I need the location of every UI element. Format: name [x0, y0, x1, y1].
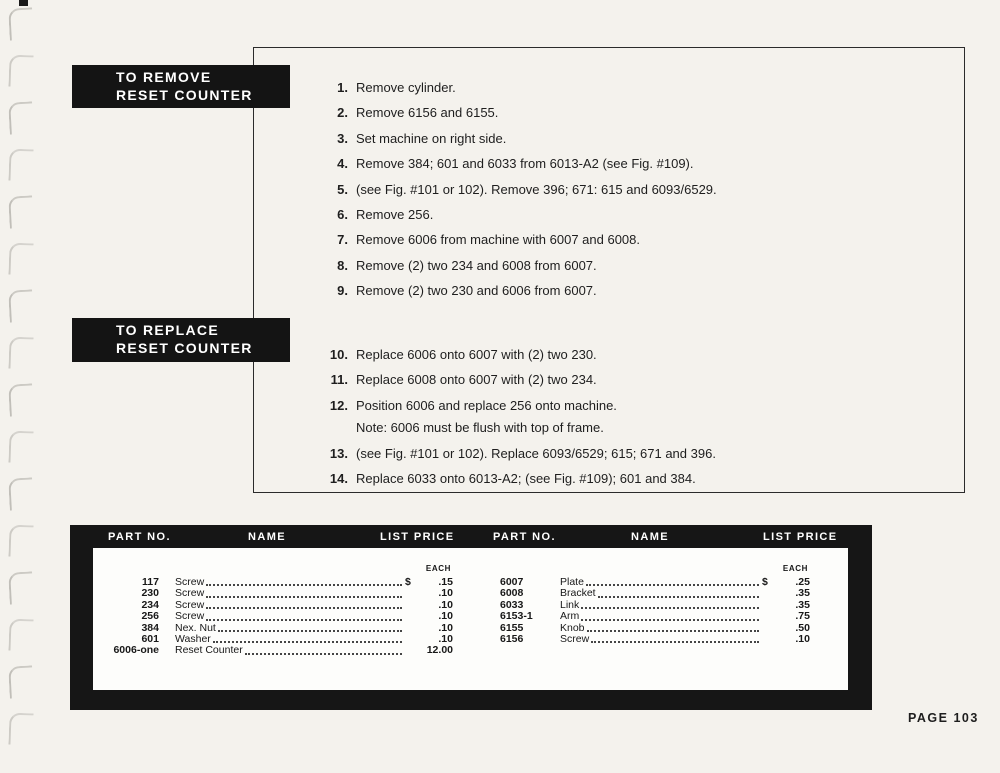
- binding-mark: [8, 55, 33, 88]
- binding-mark: [8, 383, 34, 416]
- column-header-part-no: PART NO.: [108, 531, 171, 543]
- dot-leader: [206, 581, 402, 586]
- step-number: 3.: [337, 130, 348, 146]
- step-text: Replace 6008 onto 6007 with (2) two 234.: [356, 372, 597, 388]
- part-name: Screw: [175, 576, 205, 588]
- step-text: Remove 256.: [356, 206, 434, 222]
- part-no: 234: [141, 598, 159, 611]
- each-label: EACH: [782, 564, 808, 573]
- part-name: Screw: [175, 610, 205, 623]
- part-no: 6153-1: [500, 610, 533, 623]
- dot-leader: [587, 627, 759, 632]
- page-number: PAGE 103: [908, 711, 979, 725]
- binding-mark: [8, 525, 33, 558]
- step-number: 14.: [329, 471, 348, 487]
- section-header-line: RESET COUNTER: [116, 339, 253, 356]
- part-no: 6007: [500, 576, 524, 588]
- step-number: 8.: [337, 257, 348, 273]
- parts-table-body: [93, 548, 848, 690]
- price: .25: [795, 576, 810, 588]
- table-row: [500, 611, 810, 622]
- dot-leader: [591, 638, 759, 643]
- dot-leader: [218, 627, 402, 632]
- step-item: [320, 446, 950, 462]
- binding-mark: [8, 243, 33, 276]
- step-item: [320, 232, 950, 248]
- currency: [405, 588, 419, 599]
- table-row: [105, 645, 453, 656]
- currency: [762, 600, 776, 611]
- scan-corner-mark: [19, 0, 28, 6]
- binding-mark: [8, 195, 34, 228]
- dot-leader: [206, 616, 402, 621]
- binding-mark: [8, 619, 33, 652]
- part-name: Plate: [560, 576, 584, 588]
- table-row: [500, 623, 810, 634]
- step-text: Remove (2) two 230 and 6006 from 6007.: [356, 283, 597, 299]
- part-name: Link: [560, 598, 580, 611]
- price: .35: [795, 598, 810, 611]
- section-header-replace: [72, 318, 290, 362]
- step-number: 5.: [337, 181, 348, 197]
- table-row: [105, 611, 453, 622]
- binding-mark: [8, 571, 34, 604]
- price: .10: [438, 610, 453, 623]
- price: .15: [438, 576, 453, 588]
- table-row: [500, 600, 810, 611]
- part-no: 601: [141, 633, 159, 646]
- binding-mark: [8, 149, 33, 182]
- step-number: 6.: [337, 206, 348, 222]
- section-header-line: TO REPLACE: [116, 322, 219, 338]
- dot-leader: [245, 650, 402, 655]
- price: .10: [795, 633, 810, 646]
- currency: [405, 600, 419, 611]
- step-text: Position 6006 and replace 256 onto machine.: [356, 397, 617, 413]
- step-item: [320, 105, 950, 121]
- step-item: [320, 182, 950, 198]
- step-text: Set machine on right side.: [356, 130, 507, 146]
- parts-price-table: [70, 525, 872, 710]
- part-name: Knob: [560, 621, 585, 634]
- step-item: [320, 372, 950, 388]
- step-number: 2.: [337, 105, 348, 121]
- dot-leader: [213, 638, 402, 643]
- column-header-list-price: LIST PRICE: [763, 531, 838, 543]
- step-number: 7.: [337, 232, 348, 248]
- step-text: Remove 384; 601 and 6033 from 6013-A2 (see Fig. #109).: [356, 156, 694, 172]
- price: .10: [438, 587, 453, 600]
- dot-leader: [598, 593, 759, 598]
- part-name: Washer: [175, 633, 211, 646]
- step-item: [320, 283, 950, 299]
- currency: $: [405, 576, 411, 588]
- remove-steps-list: [320, 80, 950, 309]
- section-header-remove: [72, 65, 290, 108]
- step-item: [320, 258, 950, 274]
- part-no: 384: [141, 621, 159, 634]
- price: .10: [438, 633, 453, 646]
- part-no: 230: [141, 587, 159, 600]
- step-item: [320, 131, 950, 147]
- part-no: 6008: [500, 587, 524, 600]
- part-no: 6155: [500, 621, 524, 634]
- step-number: 9.: [337, 283, 348, 299]
- currency: [405, 645, 419, 656]
- binding-mark: [8, 713, 33, 746]
- step-text: (see Fig. #101 or 102). Remove 396; 671: 615 and 6093/6529.: [356, 181, 717, 197]
- dot-leader: [586, 581, 759, 586]
- binding-mark: [8, 665, 34, 698]
- step-item: [320, 156, 950, 172]
- price: 12.00: [426, 644, 453, 657]
- column-header-name: NAME: [248, 531, 286, 543]
- currency: [762, 623, 776, 634]
- step-number: 1.: [337, 80, 348, 95]
- currency: $: [762, 576, 768, 588]
- part-no: 117: [142, 576, 159, 588]
- binding-mark: [8, 337, 33, 370]
- step-text: (see Fig. #101 or 102). Replace 6093/6529; 615; 671 and 396.: [356, 445, 716, 461]
- column-header-list-price: LIST PRICE: [380, 531, 455, 543]
- price: .35: [795, 587, 810, 600]
- step-text: Replace 6033 onto 6013-A2; (see Fig. #109); 601 and 384.: [356, 471, 696, 487]
- currency: [405, 634, 419, 645]
- part-name: Bracket: [560, 587, 596, 600]
- part-name: Arm: [560, 610, 580, 623]
- step-item: [320, 471, 950, 487]
- binding-mark: [8, 101, 34, 134]
- section-header-line: TO REMOVE: [116, 69, 212, 85]
- price: .10: [438, 621, 453, 634]
- binding-mark: [8, 7, 34, 40]
- step-text: Remove 6156 and 6155.: [356, 105, 499, 121]
- step-number: 11.: [330, 372, 348, 388]
- step-number: 10.: [329, 347, 348, 362]
- price: .75: [795, 610, 810, 623]
- step-note: Note: 6006 must be flush with top of frame.: [356, 420, 604, 436]
- column-header-name: NAME: [631, 531, 669, 543]
- part-no: 6033: [500, 598, 524, 611]
- dot-leader: [581, 604, 759, 609]
- currency: [405, 611, 419, 622]
- currency: [762, 588, 776, 599]
- step-item: [320, 207, 950, 223]
- binding-mark: [8, 431, 33, 464]
- step-text: Remove cylinder.: [356, 80, 456, 95]
- part-no: 256: [141, 610, 159, 623]
- step-number: 4.: [337, 156, 348, 172]
- part-name: Screw: [175, 598, 205, 611]
- binding-mark: [8, 477, 34, 510]
- dot-leader: [581, 616, 759, 621]
- step-item: [320, 80, 950, 96]
- price: .10: [438, 598, 453, 611]
- dot-leader: [206, 604, 402, 609]
- part-name: Nex. Nut: [175, 621, 216, 634]
- step-text: Replace 6006 onto 6007 with (2) two 230.: [356, 347, 597, 362]
- dot-leader: [206, 593, 402, 598]
- step-item: [320, 347, 950, 363]
- step-item: [320, 398, 950, 437]
- currency: [762, 634, 776, 645]
- parts-table-right: [500, 564, 810, 645]
- step-text: Remove (2) two 234 and 6008 from 6007.: [356, 257, 597, 273]
- part-name: Screw: [560, 633, 590, 646]
- part-name: Screw: [175, 587, 205, 600]
- parts-table-left: [105, 564, 453, 657]
- step-number: 12.: [329, 397, 348, 413]
- step-number: 13.: [329, 445, 348, 461]
- currency: [405, 623, 419, 634]
- table-row: [500, 634, 810, 645]
- part-name: Reset Counter: [175, 644, 243, 657]
- binding-mark: [8, 289, 34, 322]
- price: .50: [795, 621, 810, 634]
- table-row: [500, 577, 810, 588]
- replace-steps-list: [320, 347, 950, 496]
- each-label: EACH: [425, 564, 451, 573]
- currency: [762, 611, 776, 622]
- column-header-part-no: PART NO.: [493, 531, 556, 543]
- step-text: Remove 6006 from machine with 6007 and 6008.: [356, 232, 641, 248]
- table-row: [500, 588, 810, 599]
- section-header-line: RESET COUNTER: [116, 86, 253, 103]
- part-no: 6006-one: [113, 644, 159, 657]
- part-no: 6156: [500, 633, 524, 646]
